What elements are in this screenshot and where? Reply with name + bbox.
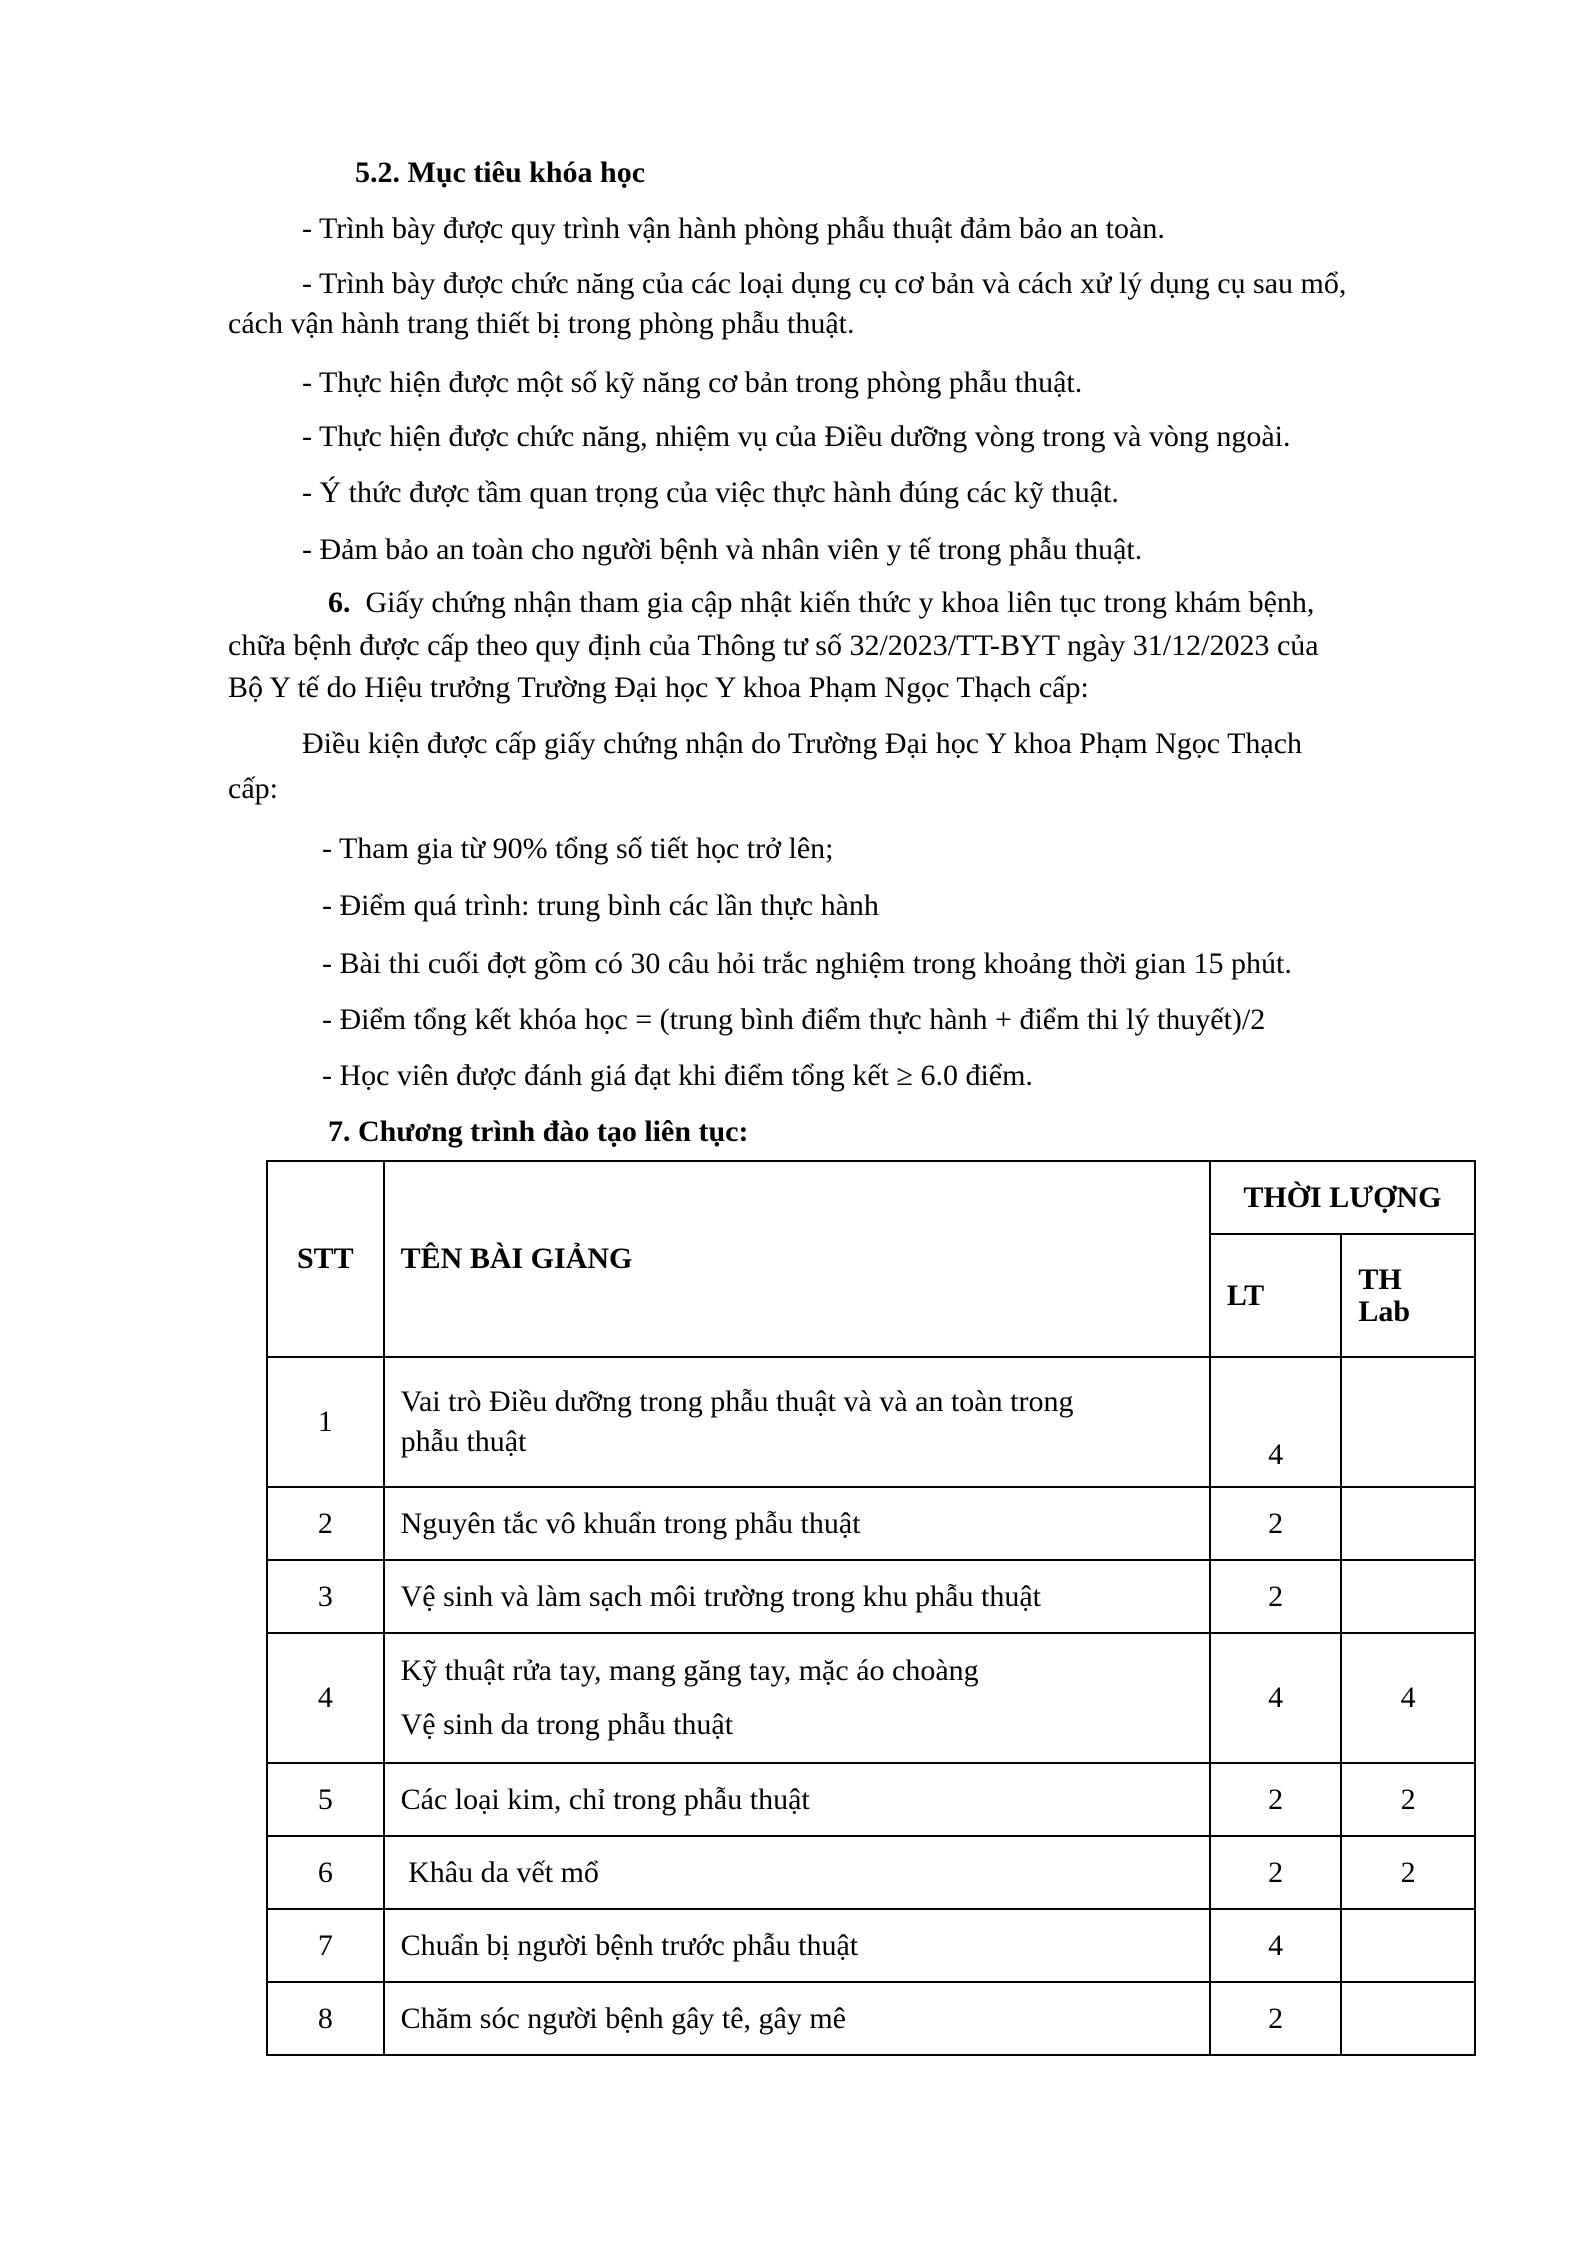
objective-item: - Thực hiện được chức năng, nhiệm vụ của Điều dưỡng vòng trong và vòng ngoài. — [302, 420, 1291, 453]
lecture-name-line: Các loại kim, chỉ trong phẫu thuật — [400, 1782, 810, 1816]
section-6-text: Giấy chứng nhận tham gia cập nhật kiến thức y khoa liên tục trong khám bệnh, — [365, 586, 1315, 619]
cell-th-lab-hours: 2 — [1341, 1763, 1475, 1836]
cell-th-lab-hours — [1341, 1982, 1475, 2055]
cell-th-lab-hours — [1341, 1487, 1475, 1560]
training-program-table — [266, 1160, 1476, 2056]
cell-lt-hours: 2 — [1210, 1982, 1342, 2055]
cell-lt-hours: 2 — [1210, 1836, 1342, 1909]
cell-lecture-name — [384, 1487, 1210, 1560]
section-6-line: Bộ Y tế do Hiệu trưởng Trường Đại học Y khoa Phạm Ngọc Thạch cấp: — [228, 671, 1089, 704]
header-lt: LT — [1210, 1234, 1342, 1357]
header-th-label: TH — [1358, 1262, 1402, 1296]
cell-lecture-name — [384, 1836, 1210, 1909]
cell-lecture-name — [384, 1357, 1210, 1487]
lecture-name-line: Vệ sinh và làm sạch môi trường trong khu phẫu thuật — [400, 1579, 1041, 1613]
header-duration: THỜI LƯỢNG — [1210, 1161, 1475, 1234]
table-row — [267, 1357, 1475, 1487]
objective-item: - Đảm bảo an toàn cho người bệnh và nhân viên y tế trong phẫu thuật. — [302, 533, 1143, 566]
cell-lt-hours: 2 — [1210, 1763, 1342, 1836]
cell-th-lab-hours — [1341, 1357, 1475, 1487]
cell-stt: 5 — [267, 1763, 384, 1836]
section-5-2-heading: 5.2. Mục tiêu khóa học — [355, 156, 646, 189]
lecture-name-line: Chăm sóc người bệnh gây tê, gây mê — [400, 2001, 846, 2035]
table-row — [267, 1909, 1475, 1982]
lecture-name-line: Kỹ thuật rửa tay, mang găng tay, mặc áo choàng — [400, 1654, 979, 1687]
cell-lt-hours: 4 — [1210, 1909, 1342, 1982]
cell-stt: 2 — [267, 1487, 384, 1560]
cell-th-lab-hours: 4 — [1341, 1633, 1475, 1763]
header-stt: STT — [267, 1161, 384, 1357]
cell-stt: 6 — [267, 1836, 384, 1909]
cell-th-lab-hours — [1341, 1560, 1475, 1633]
cell-lt-hours: 4 — [1210, 1633, 1342, 1763]
cell-lecture-name — [384, 1763, 1210, 1836]
cell-lecture-name — [384, 1560, 1210, 1633]
condition-item: - Điểm quá trình: trung bình các lần thực hành — [322, 889, 879, 922]
section-6-line: chữa bệnh được cấp theo quy định của Thông tư số 32/2023/TT-BYT ngày 31/12/2023 của — [228, 629, 1319, 662]
cell-stt: 4 — [267, 1633, 384, 1763]
lecture-name-line: Vai trò Điều dưỡng trong phẫu thuật và và an toàn trong — [400, 1385, 1074, 1418]
cell-stt: 8 — [267, 1982, 384, 2055]
table-row — [267, 1560, 1475, 1633]
cell-stt: 7 — [267, 1909, 384, 1982]
lecture-name-line: Chuẩn bị người bệnh trước phẫu thuật — [400, 1928, 859, 1962]
section-6-number: 6. — [328, 586, 351, 619]
table-row — [267, 1487, 1475, 1560]
table-row — [267, 1982, 1475, 2055]
condition-intro: Điều kiện được cấp giấy chứng nhận do Trường Đại học Y khoa Phạm Ngọc Thạch — [302, 727, 1303, 760]
lecture-name-line: Vệ sinh da trong phẫu thuật — [400, 1708, 734, 1741]
condition-item: - Điểm tổng kết khóa học = (trung bình điểm thực hành + điểm thi lý thuyết)/2 — [322, 1003, 1266, 1036]
lecture-name-line: phẫu thuật — [400, 1425, 527, 1458]
header-lecture-name: TÊN BÀI GIẢNG — [384, 1161, 1210, 1357]
objective-item: - Ý thức được tầm quan trọng của việc thực hành đúng các kỹ thuật. — [302, 476, 1119, 509]
lecture-name-line: Khâu da vết mổ — [400, 1855, 599, 1889]
cell-lecture-name — [384, 1909, 1210, 1982]
objective-item-continuation: cách vận hành trang thiết bị trong phòng phẫu thuật. — [228, 307, 855, 340]
section-6-first-line — [328, 585, 1314, 621]
condition-item: - Tham gia từ 90% tổng số tiết học trở lên; — [322, 832, 834, 865]
condition-item: - Học viên được đánh giá đạt khi điểm tổng kết ≥ 6.0 điểm. — [322, 1059, 1033, 1092]
objective-item: - Trình bày được quy trình vận hành phòng phẫu thuật đảm bảo an toàn. — [302, 212, 1165, 245]
cell-lecture-name — [384, 1982, 1210, 2055]
cell-lt-hours: 4 — [1210, 1357, 1342, 1487]
header-lab-label: Lab — [1358, 1294, 1411, 1328]
table-row — [267, 1633, 1475, 1763]
cell-lecture-name — [384, 1633, 1210, 1763]
condition-intro-continuation: cấp: — [228, 772, 278, 805]
cell-lt-hours: 2 — [1210, 1560, 1342, 1633]
table-row — [267, 1763, 1475, 1836]
objective-item: - Trình bày được chức năng của các loại dụng cụ cơ bản và cách xử lý dụng cụ sau mổ, — [302, 267, 1347, 300]
cell-stt: 1 — [267, 1357, 384, 1487]
cell-lt-hours: 2 — [1210, 1487, 1342, 1560]
section-7-heading: 7. Chương trình đào tạo liên tục: — [328, 1115, 749, 1148]
cell-stt: 3 — [267, 1560, 384, 1633]
condition-item: - Bài thi cuối đợt gồm có 30 câu hỏi trắc nghiệm trong khoảng thời gian 15 phút. — [322, 947, 1292, 980]
lecture-name-line: Nguyên tắc vô khuẩn trong phẫu thuật — [400, 1506, 861, 1540]
objective-item: - Thực hiện được một số kỹ năng cơ bản trong phòng phẫu thuật. — [302, 366, 1083, 399]
cell-th-lab-hours — [1341, 1909, 1475, 1982]
cell-th-lab-hours: 2 — [1341, 1836, 1475, 1909]
table-row — [267, 1836, 1475, 1909]
header-th-lab — [1341, 1234, 1475, 1357]
